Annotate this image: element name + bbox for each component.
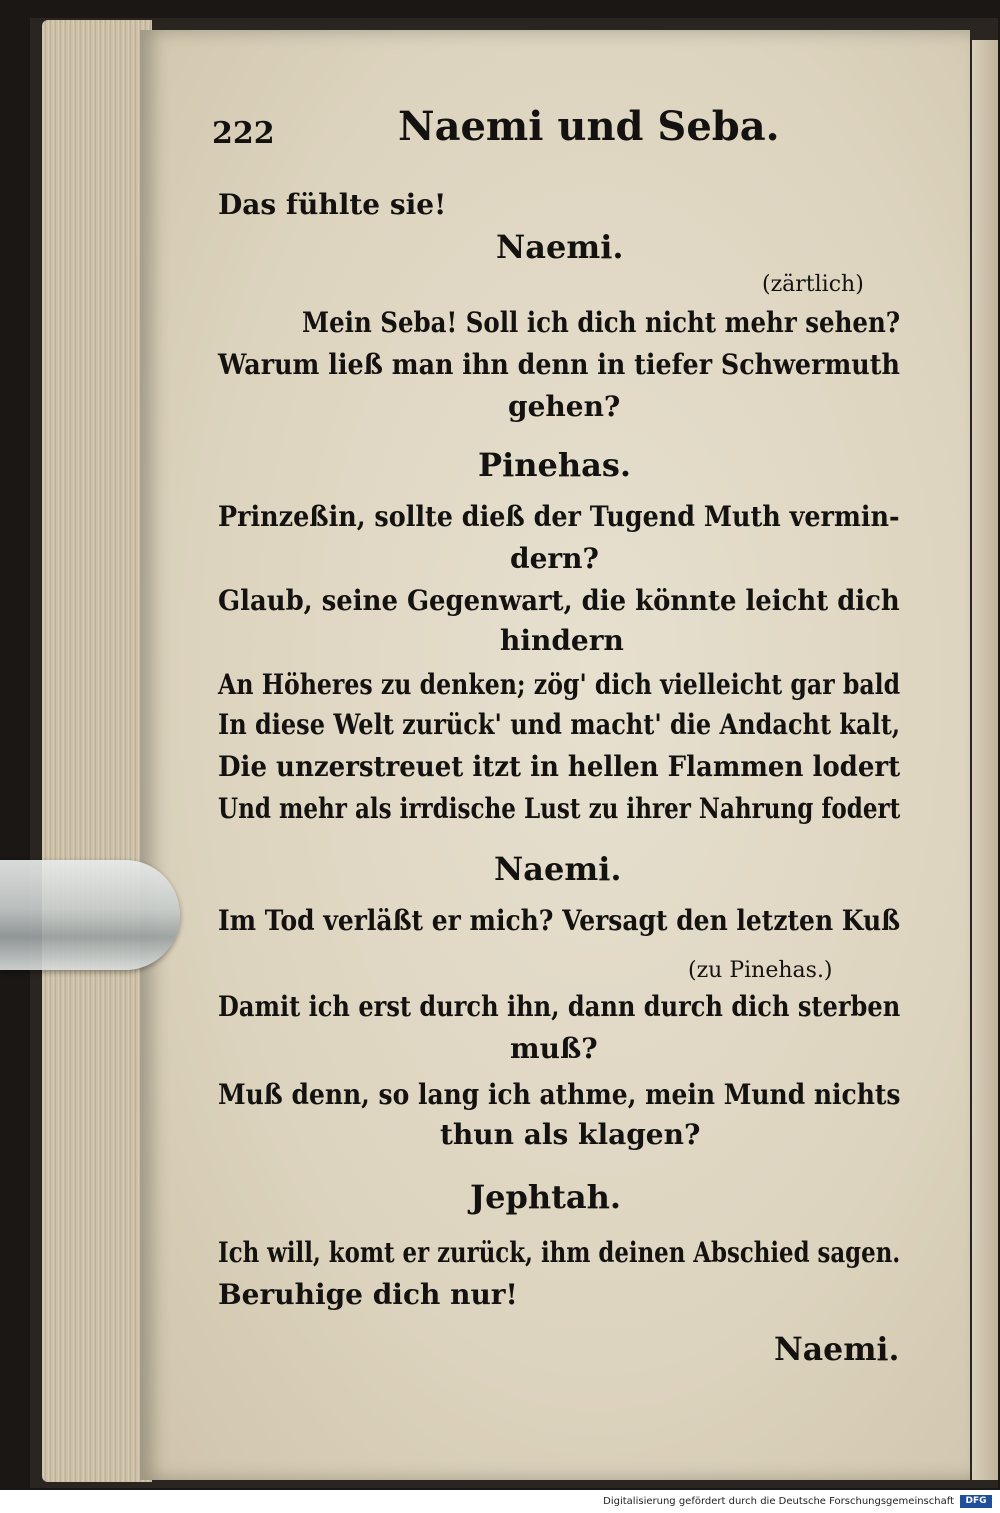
running-head: Naemi und Seba.	[398, 103, 780, 150]
text-line: Beruhige dich nur!	[218, 1278, 518, 1311]
text-line: Das fühlte sie!	[218, 188, 447, 221]
text-line: An Höheres zu denken; zög' dich vielleicht gar bald	[218, 668, 901, 701]
dfg-logo: DFG	[960, 1495, 992, 1508]
text-line: Ich will, komt er zurück, ihm deinen Abschied sagen.	[218, 1236, 901, 1269]
text-line: muß?	[510, 1032, 598, 1065]
text-line: In diese Welt zurück' und macht' die Andacht kalt,	[218, 708, 901, 741]
page-number: 222	[212, 116, 275, 151]
text-line: Die unzerstreuet itzt in hellen Flammen lodert	[218, 750, 901, 783]
text-line: Prinzeßin, sollte dieß der Tugend Muth vermin-	[218, 500, 900, 533]
footer-credit: Digitalisierung gefördert durch die Deutsche Forschungsgemeinschaft	[603, 1496, 954, 1507]
speaker-name: Naemi.	[496, 228, 624, 266]
speaker-name: Naemi.	[774, 1330, 900, 1368]
stage-direction: (zärtlich)	[762, 272, 864, 297]
bookmark-clip	[0, 860, 180, 970]
text-line: Damit ich erst durch ihn, dann durch dich sterben	[218, 990, 901, 1023]
text-line: Im Tod verläßt er mich? Versagt den letzten Kuß	[218, 904, 901, 937]
text-line: Muß denn, so lang ich athme, mein Mund nichts	[218, 1078, 901, 1111]
text-line: hindern	[500, 624, 624, 657]
text-line: Mein Seba! Soll ich dich nicht mehr sehen?	[302, 306, 901, 339]
speaker-name: Naemi.	[494, 850, 622, 888]
speaker-name: Pinehas.	[478, 446, 631, 484]
text-line: Glaub, seine Gegenwart, die könnte leicht dich	[218, 584, 900, 617]
stage-direction: (zu Pinehas.)	[688, 958, 833, 983]
text-line: Warum ließ man ihn denn in tiefer Schwermuth	[218, 348, 900, 381]
page-edges	[42, 20, 152, 1482]
text-line: dern?	[510, 542, 599, 575]
text-line: thun als klagen?	[440, 1118, 701, 1151]
text-line: Und mehr als irrdische Lust zu ihrer Nahrung fodert	[218, 792, 901, 825]
text-line: gehen?	[508, 390, 621, 423]
facing-page-edge	[972, 40, 998, 1480]
speaker-name: Jephtah.	[470, 1178, 622, 1216]
